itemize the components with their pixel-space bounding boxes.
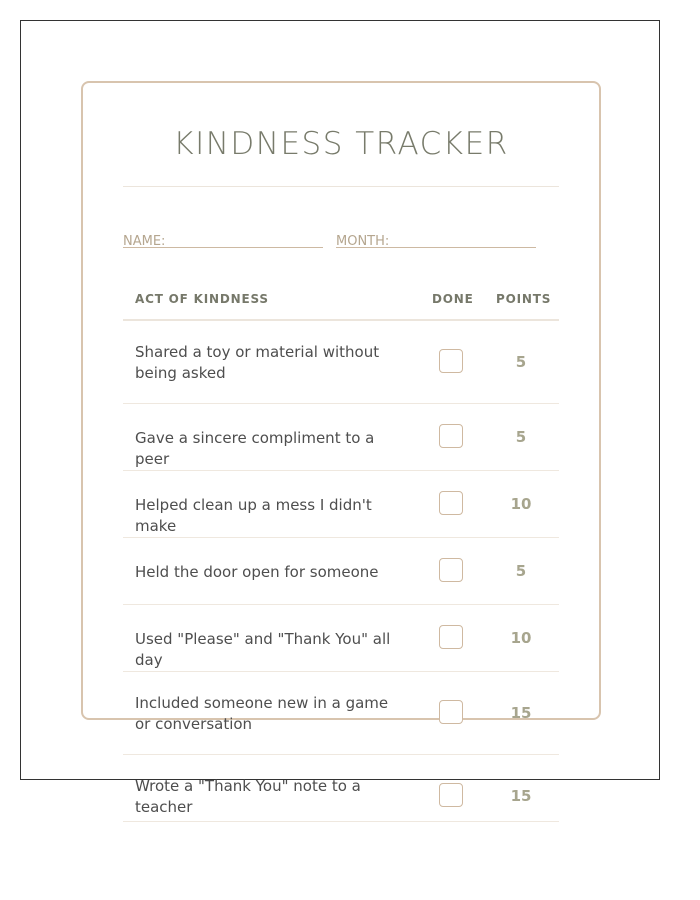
act-text: Included someone new in a game or conversation [135,694,389,733]
done-checkbox[interactable] [439,700,463,724]
table-row [123,538,559,605]
points-value: 10 [510,629,532,647]
points-value: 5 [515,428,527,446]
done-checkbox[interactable] [439,491,463,515]
done-checkbox[interactable] [439,349,463,373]
table-row [123,321,559,404]
table-row [123,755,559,822]
done-checkbox[interactable] [439,783,463,807]
name-field[interactable] [123,230,323,248]
points-value: 15 [510,787,532,805]
points-value: 15 [510,704,532,722]
page-title: KINDNESS TRACKER [173,126,509,162]
month-label: MONTH: [336,234,390,249]
name-label: NAME: [123,234,166,249]
table-row [123,404,559,471]
table-row [123,471,559,538]
done-checkbox[interactable] [439,625,463,649]
act-text: Wrote a "Thank You" note to a teacher [135,777,361,816]
table-header [123,284,559,321]
act-text: Used "Please" and "Thank You" all day [135,630,391,669]
points-value: 5 [515,562,527,580]
act-text: Gave a sincere compliment to a peer [135,429,375,468]
header-act: ACT OF KINDNESS [135,292,269,306]
done-checkbox[interactable] [439,424,463,448]
act-text: Helped clean up a mess I didn't make [135,496,372,535]
table-row [123,605,559,672]
done-checkbox[interactable] [439,558,463,582]
header-points: POINTS [496,292,552,306]
points-value: 5 [515,353,527,371]
act-text: Held the door open for someone [135,563,379,581]
act-text: Shared a toy or material without being asked [135,343,380,382]
header-done: DONE [432,292,474,306]
table-row [123,672,559,755]
points-value: 10 [510,495,532,513]
month-field[interactable] [336,230,536,248]
title-divider [123,186,559,187]
